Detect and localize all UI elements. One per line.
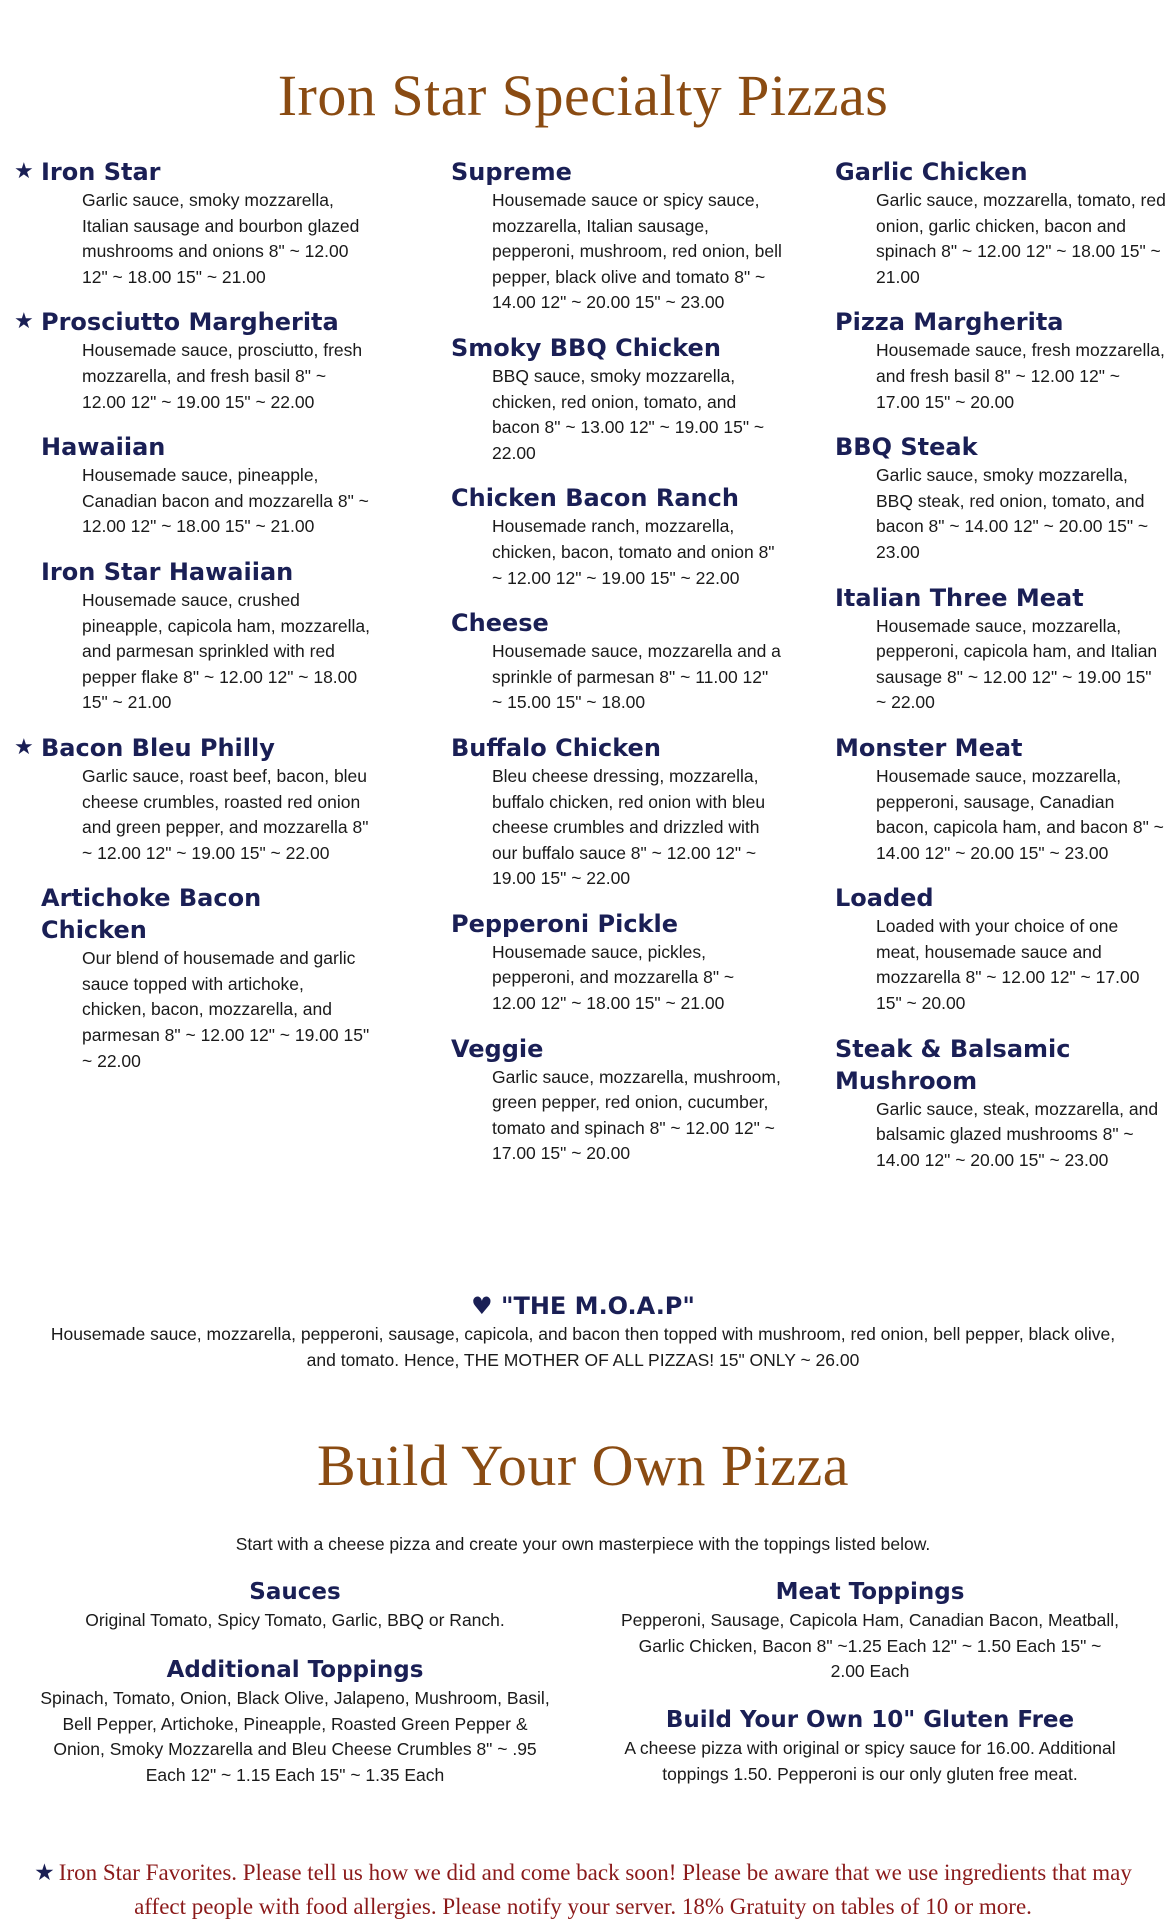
additional-toppings-text: Spinach, Tomato, Onion, Black Olive, Jalapeno, Mushroom, Basil, Bell Pepper, Artichoke, Pineapple, Roasted Green Pepper & Onion, Smoky Mozzarella and Bleu Cheese Crumbles 8" ~ .95 Each 12" ~ 1.15 Each 15" ~ 1.35 Each [40,1688,550,1785]
menu-item [808,431,1166,565]
menu-item-name: Italian Three Meat [835,583,1084,612]
menu-item-description: Loaded with your choice of one meat, housemade sauce and mozzarella 8" ~ 12.00 12" ~ 17.00 15" ~ 20.00 [876,916,1140,1014]
footer-text: Iron Star Favorites. Please tell us how we did and come back soon! Please be aware that we use ingredients that may affect people with food allergies. Please notify your server. 18% Gratuity on tables of 10 or more. [58,1860,1132,1919]
menu-item-name: Cheese [451,609,549,638]
menu-column-2 [424,156,784,1183]
menu-item-name: Steak & Balsamic Mushroom [835,1034,1071,1095]
gluten-free-title: Build Your Own 10" Gluten Free [665,1707,1075,1733]
menu-item-name: Garlic Chicken [835,158,1028,186]
menu-item-description: Garlic sauce, steak, mozzarella, and balsamic glazed mushrooms 8" ~ 14.00 12" ~ 20.00 15" ~ 23.00 [876,1098,1159,1170]
menu-item-description: Garlic sauce, mozzarella, mushroom, green pepper, red onion, cucumber, tomato and spinach 8" ~ 12.00 12" ~ 17.00 15" ~ 20.00 [492,1066,781,1164]
menu-item [424,332,784,466]
menu-item-name: Pizza Margherita [835,308,1064,337]
gluten-free-section [620,1704,1120,1787]
menu-item-name: ★ Bacon Bleu Philly [14,732,374,764]
gluten-free-text: A cheese pizza with original or spicy sauce for 16.00. Additional toppings 1.50. Pepperoni is our only gluten free meat. [624,1738,1116,1784]
menu-item-description: Housemade sauce, crushed pineapple, capicola ham, mozzarella, and parmesan sprinkled with red pepper flake 8" ~ 12.00 12" ~ 18.00 15" ~ 21.00 [82,589,370,713]
menu-item-name: Chicken Bacon Ranch [451,484,739,513]
moap-heading [40,1290,1126,1322]
byo-intro: Start with a cheese pizza and create your own masterpiece with the toppings listed below. [235,1534,931,1554]
footer-note [20,1856,1146,1924]
specialty-pizzas-title: Iron Star Specialty Pizzas [277,63,889,128]
menu-item-description: Garlic sauce, smoky mozzarella, Italian sausage and bourbon glazed mushrooms and onions 8" ~ 12.00 12" ~ 18.00 15" ~ 21.00 [82,190,360,287]
menu-item [808,1033,1166,1174]
sauces-title: Sauces [249,1579,341,1605]
meat-toppings-title: Meat Toppings [775,1579,965,1605]
menu-item-description: Bleu cheese dressing, mozzarella, buffalo chicken, red onion with bleu cheese crumbles and drizzled with our buffalo sauce 8" ~ 12.00 12" ~ 19.00 15" ~ 22.00 [492,765,766,889]
menu-column-3 [808,156,1166,1189]
additional-toppings-title: Additional Toppings [166,1657,424,1683]
menu-item-name: Buffalo Chicken [451,733,661,762]
menu-column-1 [14,156,374,1090]
menu-item-name: BBQ Steak [835,433,978,462]
menu-item-description: Housemade sauce, mozzarella, pepperoni, capicola ham, and Italian sausage 8" ~ 12.00 12" ~ 19.00 15" ~ 22.00 [876,615,1158,713]
menu-item-description: Housemade sauce, fresh mozzarella, and fresh basil 8" ~ 12.00 12" ~ 17.00 15" ~ 20.00 [876,340,1165,412]
menu-item [424,156,784,316]
menu-item [424,908,784,1017]
menu-item-description: Housemade sauce, pickles, pepperoni, and mozzarella 8" ~ 12.00 12" ~ 18.00 15" ~ 21.00 [492,941,735,1014]
build-your-own-title: Build Your Own Pizza [316,1433,850,1498]
moap-section [40,1290,1126,1373]
menu-item-name: ★ Prosciutto Margherita [14,306,374,338]
menu-item-description: Garlic sauce, smoky mozzarella, BBQ steak, red onion, tomato, and bacon 8" ~ 14.00 12" ~ 20.00 15" ~ 23.00 [876,465,1149,562]
menu-item [14,732,374,866]
menu-item [14,431,374,540]
meat-toppings-section [620,1576,1120,1685]
star-icon: ★ [34,1860,55,1885]
heart-icon: ♥ [471,1292,493,1320]
meat-toppings-text: Pepperoni, Sausage, Capicola Ham, Canadian Bacon, Meatball, Garlic Chicken, Bacon 8" ~1.25 Each 12" ~ 1.50 Each 15" ~ 2.00 Each [620,1610,1120,1682]
sauces-text: Original Tomato, Spicy Tomato, Garlic, BBQ or Ranch. [85,1610,505,1630]
menu-item-description: BBQ sauce, smoky mozzarella, chicken, red onion, tomato, and bacon 8" ~ 13.00 12" ~ 19.00 15" ~ 22.00 [492,365,765,463]
menu-item [424,482,784,591]
menu-item-description: Housemade ranch, mozzarella, chicken, bacon, tomato and onion 8" ~ 12.00 12" ~ 19.00 15" ~ 22.00 [492,516,775,588]
menu-item-description: Housemade sauce or spicy sauce, mozzarella, Italian sausage, pepperoni, mushroom, red onion, bell pepper, black olive and tomato 8" ~ 14.00 12" ~ 20.00 15" ~ 23.00 [492,190,782,313]
menu-item-description: Housemade sauce, prosciutto, fresh mozzarella, and fresh basil 8" ~ 12.00 12" ~ 19.00 15" ~ 22.00 [82,340,363,412]
menu-item-name: Pepperoni Pickle [451,909,679,938]
menu-item [808,882,1166,1016]
menu-item-name: Iron Star Hawaiian [41,557,294,586]
menu-item-name: Smoky BBQ Chicken [451,333,721,362]
menu-item-name: Loaded [835,884,934,913]
menu-item [424,607,784,716]
menu-item [14,306,374,415]
menu-item-description: Housemade sauce, mozzarella, pepperoni, sausage, Canadian bacon, capicola ham, and bacon 8" ~ 14.00 12" ~ 20.00 15" ~ 23.00 [876,765,1164,863]
sauces-section [40,1576,550,1634]
menu-item-description: Garlic sauce, mozzarella, tomato, red onion, garlic chicken, bacon and spinach 8" ~ 12.00 12" ~ 18.00 15" ~ 21.00 [876,190,1166,287]
menu-item [424,732,784,892]
menu-item-name: Supreme [451,158,572,186]
menu-item-description: Our blend of housemade and garlic sauce topped with artichoke, chicken, bacon, mozzarella, and parmesan 8" ~ 12.00 12" ~ 19.00 15" ~ 22.00 [82,948,370,1071]
menu-item [14,156,374,290]
menu-item [424,1033,784,1167]
menu-item [14,556,374,716]
menu-item [808,582,1166,716]
menu-item-description: Housemade sauce, mozzarella and a sprinkle of parmesan 8" ~ 11.00 12" ~ 15.00 15" ~ 18.00 [492,641,781,713]
menu-item-description: Housemade sauce, pineapple, Canadian bacon and mozzarella 8" ~ 12.00 12" ~ 18.00 15" ~ 21.00 [82,465,369,537]
menu-item-name: Hawaiian [41,433,166,462]
menu-item-name: Artichoke Bacon Chicken [41,884,262,945]
menu-item [14,882,374,1074]
additional-toppings-section [40,1654,550,1788]
menu-item-description: Garlic sauce, roast beef, bacon, bleu cheese crumbles, roasted red onion and green pepper, and mozzarella 8" ~ 12.00 12" ~ 19.00 15" ~ 22.00 [82,765,369,863]
menu-item [808,732,1166,866]
menu-item-name: ★ Iron Star [14,156,374,188]
menu-item [808,306,1166,415]
moap-description: Housemade sauce, mozzarella, pepperoni, sausage, capicola, and bacon then topped with mushroom, red onion, bell pepper, black olive, and tomato. Hence, THE MOTHER OF ALL PIZZAS! 15" ONLY ~ 26.00 [50,1324,1116,1370]
menu-item-name: Monster Meat [835,733,1023,762]
moap-name: "THE M.O.A.P" [500,1292,695,1320]
menu-item-name: Veggie [451,1034,544,1063]
menu-item [808,156,1166,290]
